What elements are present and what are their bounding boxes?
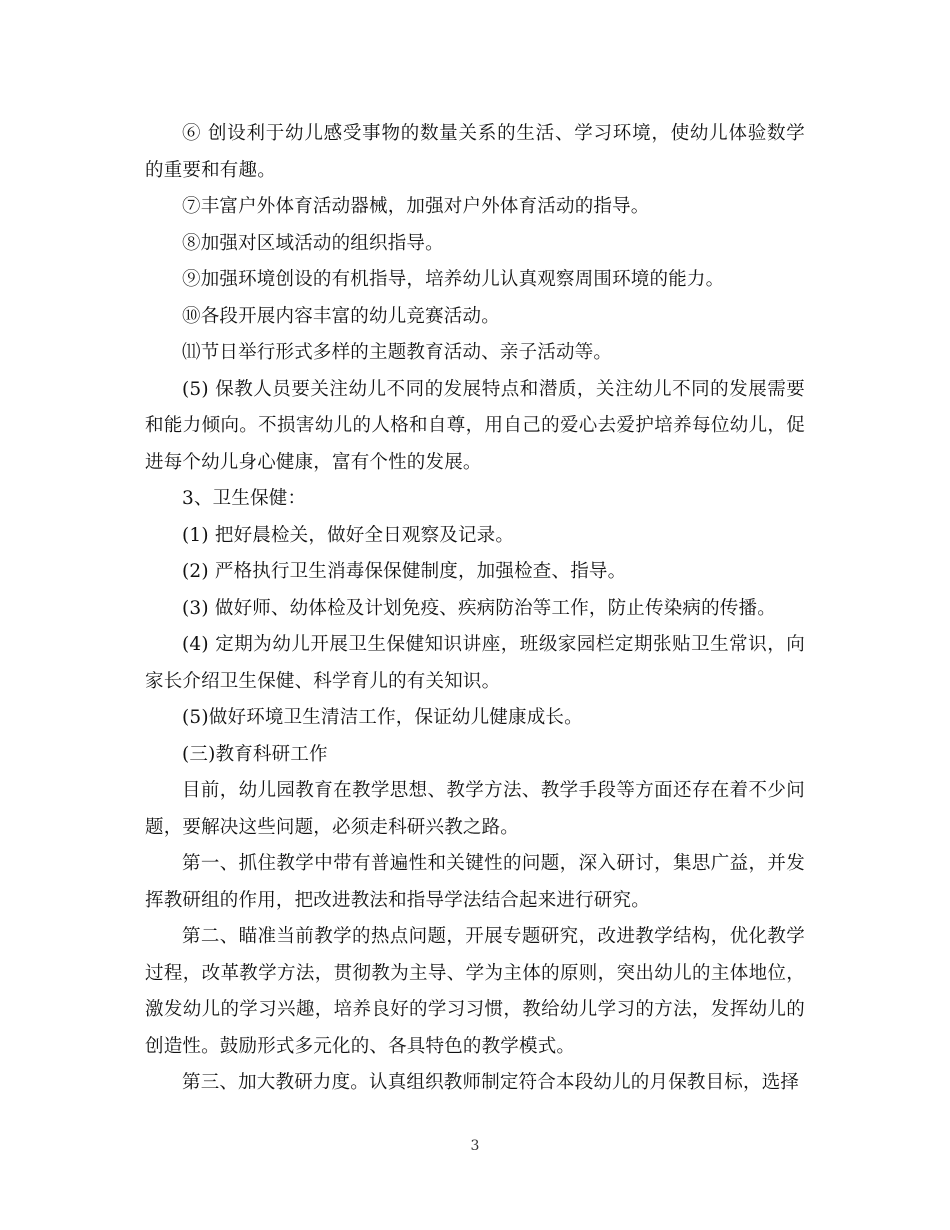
paragraph-physical-exams: (3) 做好师、幼体检及计划免疫、疾病防治等工作，防止传染病的传播。 <box>182 597 776 619</box>
paragraph-item-9-environment-guidance: ⑨加强环境创设的有机指导，培养幼儿认真观察周围环境的能力。 <box>182 269 725 290</box>
paragraph-item-8-area-activities: ⑧加强对区域活动的组织指导。 <box>182 232 444 254</box>
section-heading-research: (三)教育科研工作 <box>182 743 328 765</box>
document-body <box>145 116 805 1102</box>
paragraph-current-problems: 目前，幼儿园教育在教学思想、教学方法、教学手段等方面还存在着不少问题，要解决这些问题，必须走科研兴教之路。 <box>145 780 805 838</box>
paragraph-item-10-competitions: ⑩各段开展内容丰富的幼儿竞赛活动。 <box>182 305 500 327</box>
paragraph-item-7-outdoor-sports: ⑦丰富户外体育活动器械，加强对户外体育活动的指导。 <box>182 196 650 217</box>
paragraph-first-point: 第一、抓住教学中带有普遍性和关键性的问题，深入研讨，集思广益，并发挥教研组的作用，把改进教法和指导学法结合起来进行研究。 <box>145 853 805 911</box>
paragraph-item-11-holiday-activities: ⑾节日举行形式多样的主题教育活动、亲子活动等。 <box>182 342 613 363</box>
paragraph-staff-attention: (5) 保教人员要关注幼儿不同的发展特点和潜质，关注幼儿不同的发展需要和能力倾向。不损害幼儿的人格和自尊，用自己的爱心去爱护培养每位幼儿，促进每个幼儿身心健康，富有个性的发展。 <box>145 378 805 473</box>
section-heading-health-care: 3、卫生保健： <box>182 488 307 509</box>
paragraph-third-point: 第三、加大教研力度。认真组织教师制定符合本段幼儿的月保教目标，选择 <box>182 1072 800 1093</box>
paragraph-disinfection-system: (2) 严格执行卫生消毒保保健制度，加强检查、指导。 <box>182 561 627 582</box>
page-number: 3 <box>470 1138 480 1154</box>
paragraph-second-point: 第二、瞄准当前教学的热点问题，开展专题研究，改进教学结构，优化教学过程，改革教学方法，贯彻教为主导、学为主体的原则，突出幼儿的主体地位，激发幼儿的学习兴趣，培养良好的学习习惯，教给幼儿学习的方法，发挥幼儿的创造性。鼓励形式多元化的、各具特色的教学模式。 <box>145 926 805 1057</box>
paragraph-item-6-math-environment: ⑥ 创设利于幼儿感受事物的数量关系的生活、学习环境，使幼儿体验数学的重要和有趣。 <box>145 123 805 181</box>
paragraph-morning-check: (1) 把好晨检关，做好全日观察及记录。 <box>182 524 515 546</box>
paragraph-environmental-hygiene: (5)做好环境卫生清洁工作，保证幼儿健康成长。 <box>182 707 583 728</box>
paragraph-health-lectures: (4) 定期为幼儿开展卫生保健知识讲座，班级家园栏定期张贴卫生常识，向家长介绍卫生保健、科学育儿的有关知识。 <box>145 634 805 692</box>
